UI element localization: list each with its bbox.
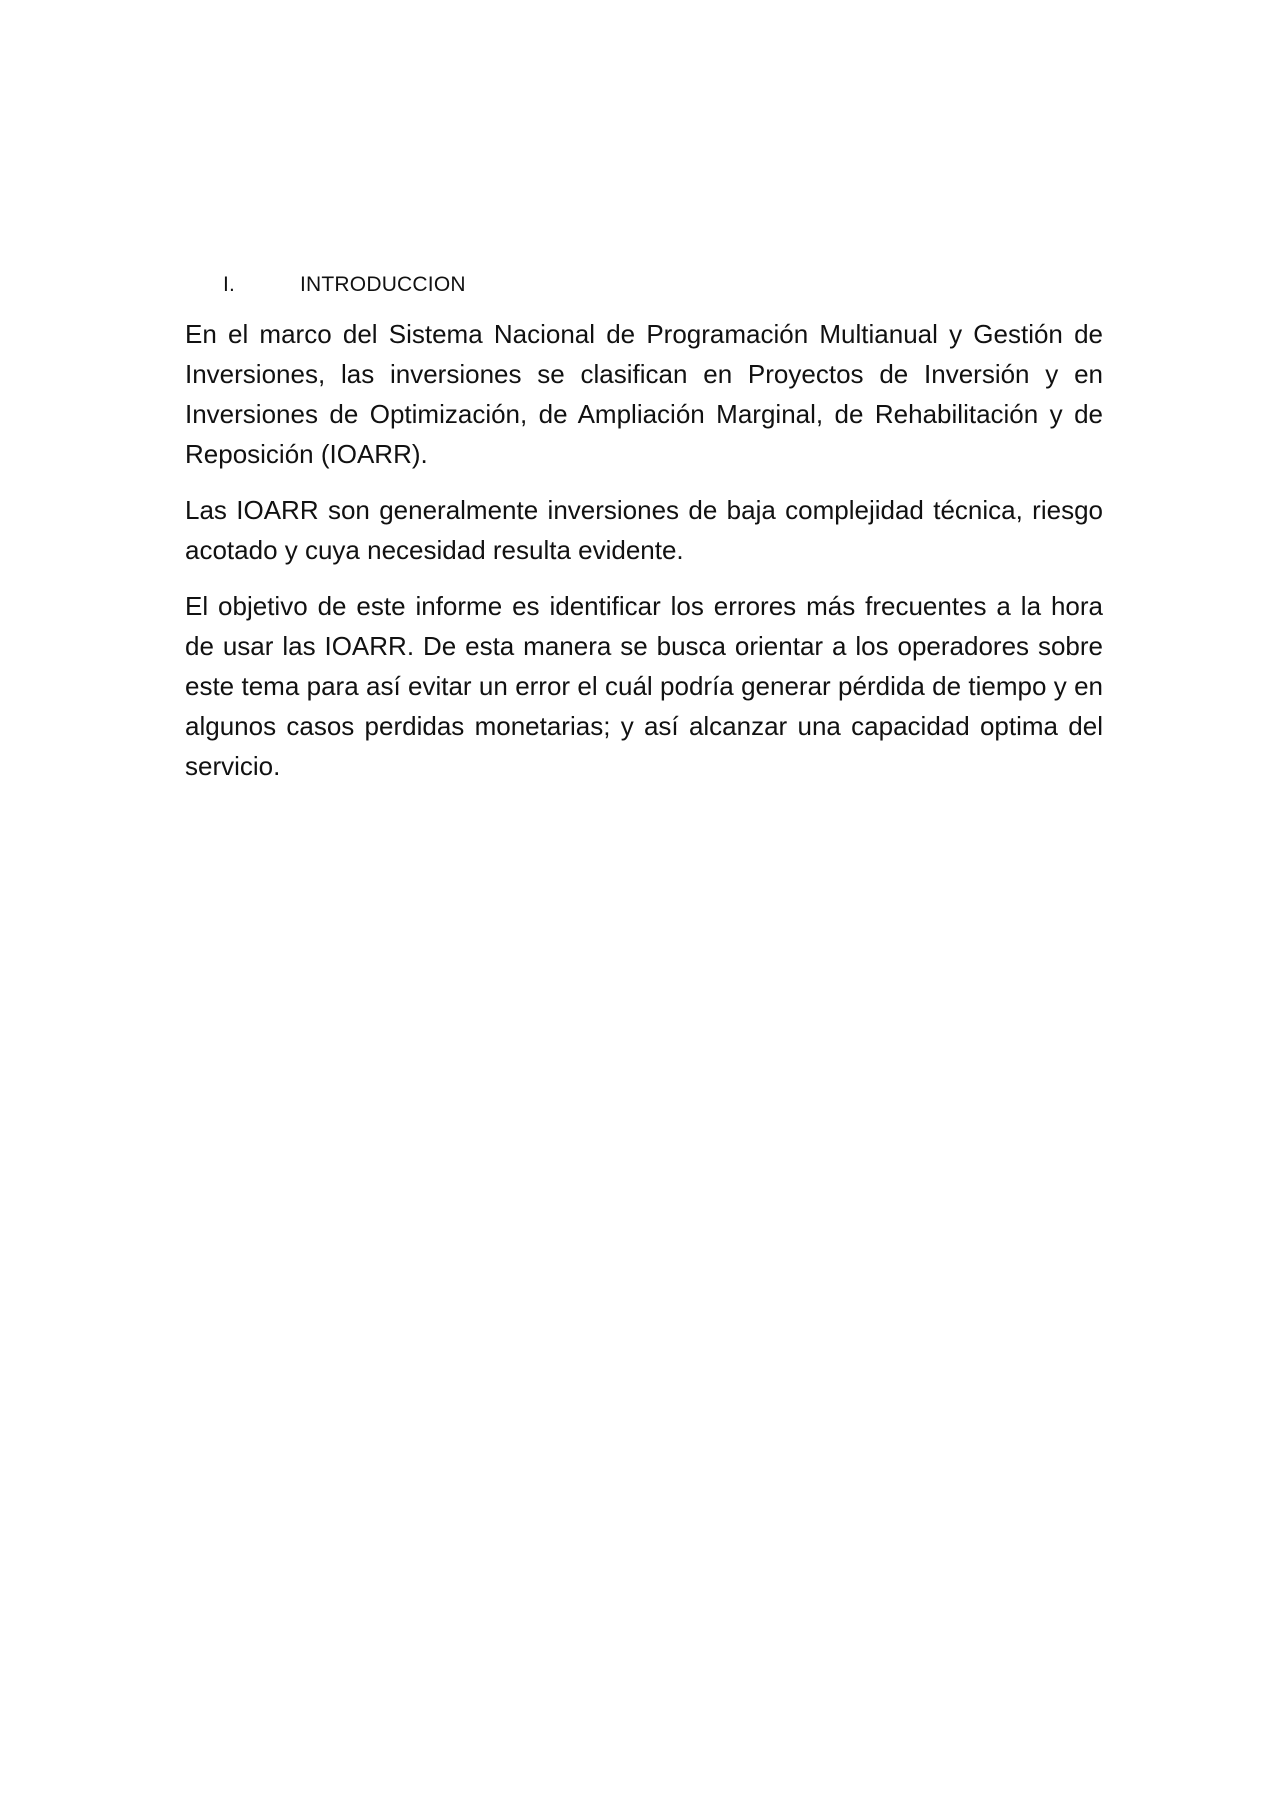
- section-heading: [185, 270, 1103, 300]
- section-number: I.: [223, 273, 236, 296]
- document-body: [185, 270, 1103, 802]
- paragraph-objective: El objetivo de este informe es identificar los errores más frecuentes a la hora de usar las IOARR. De esta manera se busca orientar a los operadores sobre este tema para así evitar un error el cuál podría generar pérdida de tiempo y en algunos casos perdidas monetarias; y así alcanzar una capacidad optima del servicio.: [185, 591, 1103, 781]
- section-title: INTRODUCCION: [300, 273, 466, 296]
- paragraph-ioarr-definition: Las IOARR son generalmente inversiones de baja complejidad técnica, riesgo acotado y cuya necesidad resulta evidente.: [185, 495, 1103, 565]
- paragraph-intro: En el marco del Sistema Nacional de Programación Multianual y Gestión de Inversiones, las inversiones se clasifican en Proyectos de Inversión y en Inversiones de Optimización, de Ampliación Marginal, de Rehabilitación y de Reposición (IOARR).: [185, 319, 1103, 469]
